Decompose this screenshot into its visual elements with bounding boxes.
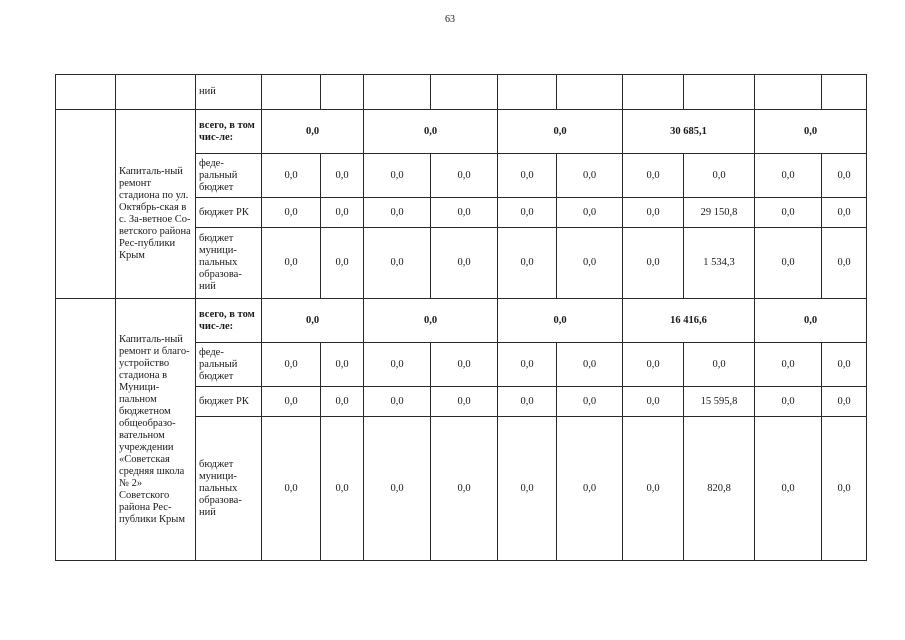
- total-value: 0,0: [755, 110, 867, 154]
- value-cell: 0,0: [557, 343, 623, 387]
- value-cell: 0,0: [755, 228, 822, 299]
- value-cell: 0,0: [364, 343, 431, 387]
- value-cell: 0,0: [498, 198, 557, 228]
- value-cell: 0,0: [431, 228, 498, 299]
- value-cell: 0,0: [431, 198, 498, 228]
- total-value: 30 685,1: [623, 110, 755, 154]
- total-value: 16 416,6: [623, 299, 755, 343]
- value-cell: 0,0: [321, 228, 364, 299]
- object-name-cell: [116, 75, 196, 110]
- value-cell: 0,0: [684, 154, 755, 198]
- value-cell: 0,0: [623, 228, 684, 299]
- page-number: 63: [445, 14, 455, 25]
- value-cell: 0,0: [623, 417, 684, 561]
- value-cell: 0,0: [498, 417, 557, 561]
- funding-type-cell: ний: [196, 75, 262, 110]
- index-cell: [56, 75, 116, 110]
- value-cell: 0,0: [557, 387, 623, 417]
- value-cell: 0,0: [364, 387, 431, 417]
- budget-table: [55, 74, 867, 561]
- value-cell: 0,0: [755, 198, 822, 228]
- value-cell: 0,0: [364, 228, 431, 299]
- value-cell: 0,0: [755, 343, 822, 387]
- value-cell: 0,0: [755, 154, 822, 198]
- value-cell: 0,0: [431, 154, 498, 198]
- total-value: 0,0: [364, 299, 498, 343]
- value-cell: 0,0: [498, 343, 557, 387]
- value-cell: 0,0: [623, 198, 684, 228]
- value-cell: 0,0: [822, 198, 867, 228]
- total-value: 0,0: [498, 110, 623, 154]
- value-cell: 29 150,8: [684, 198, 755, 228]
- index-cell: [56, 110, 116, 299]
- value-cell: 0,0: [498, 154, 557, 198]
- value-cell: 1 534,3: [684, 228, 755, 299]
- value-cell: 0,0: [431, 343, 498, 387]
- total-row: [56, 299, 867, 343]
- value-cell: 0,0: [498, 387, 557, 417]
- value-cell: 0,0: [431, 387, 498, 417]
- value-cell: 0,0: [755, 387, 822, 417]
- value-cell: 0,0: [623, 154, 684, 198]
- value-cell: 0,0: [822, 387, 867, 417]
- value-cell: 0,0: [364, 417, 431, 561]
- value-cell: 0,0: [262, 154, 321, 198]
- total-value: 0,0: [262, 110, 364, 154]
- total-row: [56, 110, 867, 154]
- value-cell: 820,8: [684, 417, 755, 561]
- object-name: Капиталь-ный ремонт и благо-устройство стадиона в Муници-пальном бюджетном общеобразо-вательном учреждении «Советская средняя школа № 2» Советского района Рес-публики Крым: [116, 299, 196, 561]
- total-value: 0,0: [364, 110, 498, 154]
- value-cell: 0,0: [822, 228, 867, 299]
- value-cell: 15 595,8: [684, 387, 755, 417]
- value-cell: 0,0: [623, 343, 684, 387]
- value-cell: 0,0: [557, 228, 623, 299]
- value-cell: 0,0: [364, 154, 431, 198]
- value-cell: 0,0: [498, 228, 557, 299]
- total-value: 0,0: [498, 299, 623, 343]
- funding-type: бюджет муници-пальных образова-ний: [196, 417, 262, 561]
- total-value: 0,0: [755, 299, 867, 343]
- value-cell: 0,0: [557, 154, 623, 198]
- value-cell: 0,0: [321, 417, 364, 561]
- value-cell: 0,0: [262, 228, 321, 299]
- object-name: Капиталь-ный ремонт стадиона по ул. Октябрь-ская в с. За-ветное Со-ветского района Рес-публики Крым: [116, 110, 196, 299]
- index-cell: [56, 299, 116, 561]
- total-value: 0,0: [262, 299, 364, 343]
- funding-type: бюджет РК: [196, 198, 262, 228]
- value-cell: 0,0: [321, 387, 364, 417]
- funding-type: феде-ральный бюджет: [196, 343, 262, 387]
- value-cell: 0,0: [321, 198, 364, 228]
- funding-type: феде-ральный бюджет: [196, 154, 262, 198]
- value-cell: 0,0: [321, 343, 364, 387]
- value-cell: 0,0: [431, 417, 498, 561]
- value-cell: 0,0: [557, 198, 623, 228]
- value-cell: 0,0: [755, 417, 822, 561]
- value-cell: 0,0: [262, 198, 321, 228]
- value-cell: 0,0: [822, 343, 867, 387]
- value-cell: 0,0: [262, 387, 321, 417]
- funding-type: всего, в том чис-ле:: [196, 299, 262, 343]
- funding-type: бюджет РК: [196, 387, 262, 417]
- value-cell: 0,0: [364, 198, 431, 228]
- value-cell: 0,0: [623, 387, 684, 417]
- value-cell: 0,0: [684, 343, 755, 387]
- value-cell: 0,0: [262, 417, 321, 561]
- value-cell: 0,0: [822, 154, 867, 198]
- value-cell: 0,0: [321, 154, 364, 198]
- funding-type: бюджет муници-пальных образова-ний: [196, 228, 262, 299]
- value-cell: 0,0: [262, 343, 321, 387]
- value-cell: 0,0: [557, 417, 623, 561]
- continuation-row: [56, 75, 867, 110]
- funding-type: всего, в том чис-ле:: [196, 110, 262, 154]
- value-cell: 0,0: [822, 417, 867, 561]
